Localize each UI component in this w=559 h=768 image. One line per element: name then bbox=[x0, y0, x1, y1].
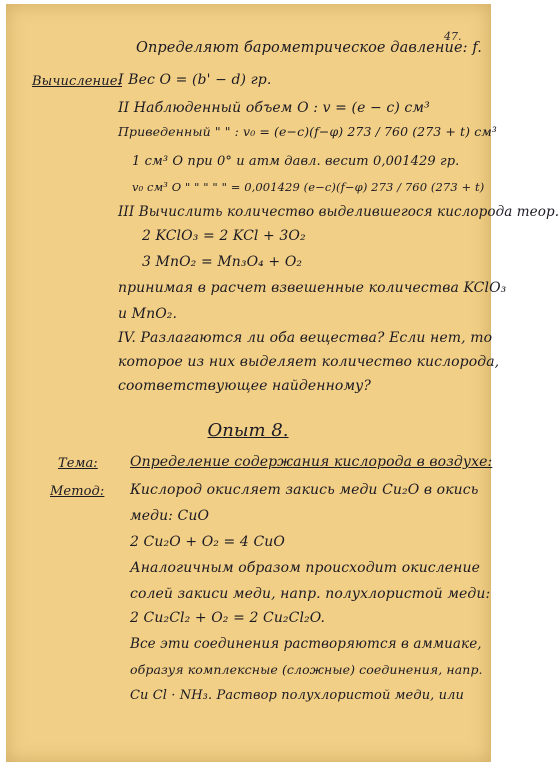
text-line-22: Все эти соединения растворяются в аммиаке, bbox=[130, 636, 482, 652]
text-line-16: Кислород окисляет закись меди Cu₂O в окись bbox=[130, 482, 479, 498]
text-line-19: Аналогичным образом происходит окисление bbox=[130, 560, 480, 576]
manuscript-page bbox=[6, 4, 559, 762]
text-line-10: принимая в расчет взвешенные количества KClO₃ bbox=[118, 280, 507, 296]
text-line-17: меди: CuO bbox=[130, 508, 210, 524]
text-line-5: 1 см³ O при 0° и атм давл. весит 0,001429 гр. bbox=[132, 154, 460, 169]
label-theme: Тема: bbox=[58, 456, 98, 471]
text-line-20: солей закиси меди, напр. полухлористой меди: bbox=[130, 586, 491, 602]
text-line-21: 2 Cu₂Cl₂ + O₂ = 2 Cu₂Cl₂O. bbox=[130, 610, 326, 626]
text-line-24: Cu Cl · NH₃. Раствор полухлористой меди, или bbox=[130, 688, 464, 703]
text-line-6: v₀ см³ O " " " " " = 0,001429 (e−c)(f−φ) 273 / 760 (273 + t) bbox=[132, 180, 485, 194]
page-number: 47. bbox=[444, 30, 462, 43]
text-line-14: соответствующее найденному? bbox=[118, 378, 371, 394]
text-line-13: которое из них выделяет количество кислорода, bbox=[118, 354, 500, 370]
label-method: Метод: bbox=[50, 484, 105, 499]
text-line-23: образуя комплексные (сложные) соединения, напр. bbox=[130, 662, 483, 677]
text-line-7: III Вычислить количество выделившегося кислорода теор. bbox=[118, 204, 559, 220]
text-line-8: 2 KClO₃ = 2 KCl + 3O₂ bbox=[142, 228, 306, 244]
text-line-18: 2 Cu₂O + O₂ = 4 CuO bbox=[130, 534, 285, 550]
experiment-heading-wrap bbox=[6, 420, 490, 441]
text-line-15: Определение содержания кислорода в воздухе: bbox=[130, 454, 493, 470]
text-line-11: и MnO₂. bbox=[118, 306, 178, 322]
text-line-9: 3 MnO₂ = Mn₃O₄ + O₂ bbox=[142, 254, 303, 270]
text-line-12: IV. Разлагаются ли оба вещества? Если нет, то bbox=[118, 330, 493, 346]
text-line-2: I Вес O = (b' − d) гр. bbox=[118, 72, 272, 88]
experiment-heading: Опыт 8. bbox=[207, 420, 289, 441]
text-line-4: Приведенный " " : v₀ = (e−c)(f−φ) 273 / 760 (273 + t) см³ bbox=[118, 124, 497, 139]
text-line-3: II Наблюденный объем O : v = (e − c) см³ bbox=[118, 100, 430, 116]
label-calculation: Вычисление: bbox=[32, 74, 122, 89]
text-line-1: Определяют барометрическое давление: f. bbox=[136, 40, 483, 56]
